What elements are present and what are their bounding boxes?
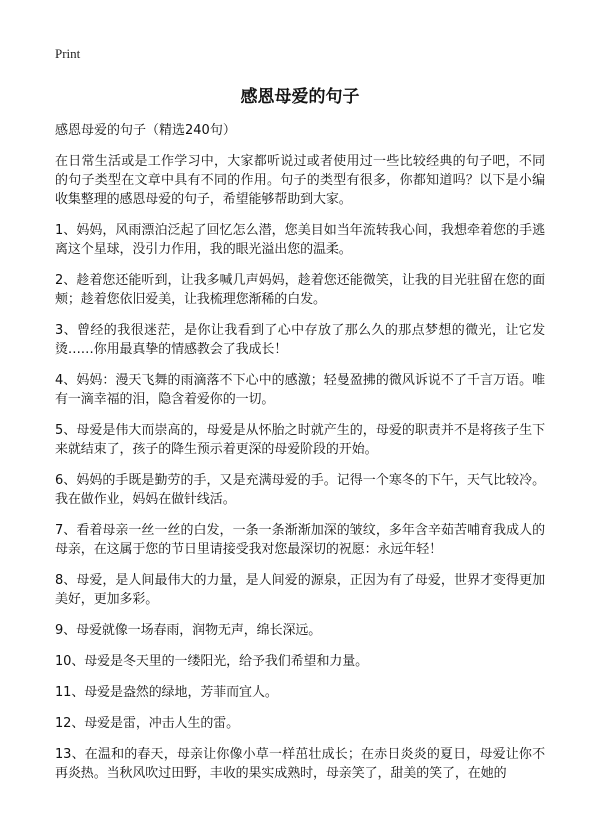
list-item: 6、妈妈的手既是勤劳的手，又是充满母爱的手。记得一个寒冬的下午，天气比较冷。我在做作业，妈妈在做针线活。 bbox=[55, 473, 545, 507]
list-item: 2、趁着您还能听到，让我多喊几声妈妈，趁着您还能微笑，让我的目光驻留在您的面颊；趁着您依旧爱美，让我梳理您渐稀的白发。 bbox=[55, 273, 545, 307]
intro-paragraph: 在日常生活或是工作学习中，大家都听说过或者使用过一些比较经典的句子吧，不同的句子类型在文章中具有不同的作用。句子的类型有很多，你都知道吗？以下是小编收集整理的感恩母爱的句子，希望能够帮助到大家。 bbox=[55, 154, 545, 207]
list-item: 1、妈妈，风雨漂泊泛起了回忆怎么潜，您美目如当年流转我心间，我想牵着您的手逃离这个星球，没引力作用，我的眼光溢出您的温柔。 bbox=[55, 223, 545, 257]
list-item: 9、母爱就像一场春雨，润物无声，绵长深远。 bbox=[55, 623, 322, 638]
list-item: 7、看着母亲一丝一丝的白发，一条一条渐渐加深的皱纹，多年含辛茹苦哺育我成人的母亲，在这属于您的节日里请接受我对您最深切的祝愿：永远年轻！ bbox=[55, 523, 545, 557]
list-item: 3、曾经的我很迷茫，是你让我看到了心中存放了那么久的那点梦想的微光，让它发烫……你用最真挚的情感教会了我成长！ bbox=[55, 323, 545, 357]
print-link[interactable]: Print bbox=[55, 46, 81, 61]
page-title: 感恩母爱的句子 bbox=[240, 87, 360, 107]
list-item: 4、妈妈：漫天飞舞的雨滴落不下心中的感激；轻曼盈拂的微风诉说不了千言万语。唯有一滴幸福的泪，隐含着爱你的一切。 bbox=[55, 373, 545, 407]
list-item: 5、母爱是伟大而崇高的，母爱是从怀胎之时就产生的，母爱的职责并不是将孩子生下来就结束了，孩子的降生预示着更深的母爱阶段的开始。 bbox=[55, 423, 545, 457]
list-item: 13、在温和的春天，母亲让你像小草一样茁壮成长；在赤日炎炎的夏日，母爱让你不再炎热。当秋风吹过田野，丰收的果实成熟时，母亲笑了，甜美的笑了，在她的 bbox=[55, 747, 545, 781]
list-item: 12、母爱是雷，冲击人生的雷。 bbox=[55, 716, 240, 731]
article-body bbox=[55, 121, 545, 795]
article-subtitle: 感恩母爱的句子（精选240句） bbox=[55, 123, 236, 138]
list-item: 10、母爱是冬天里的一缕阳光，给予我们希望和力量。 bbox=[55, 654, 369, 669]
list-item: 8、母爱，是人间最伟大的力量，是人间爱的源泉，正因为有了母爱，世界才变得更加美好，更加多彩。 bbox=[55, 573, 545, 607]
list-item: 11、母爱是盎然的绿地，芳菲而宜人。 bbox=[55, 685, 278, 700]
